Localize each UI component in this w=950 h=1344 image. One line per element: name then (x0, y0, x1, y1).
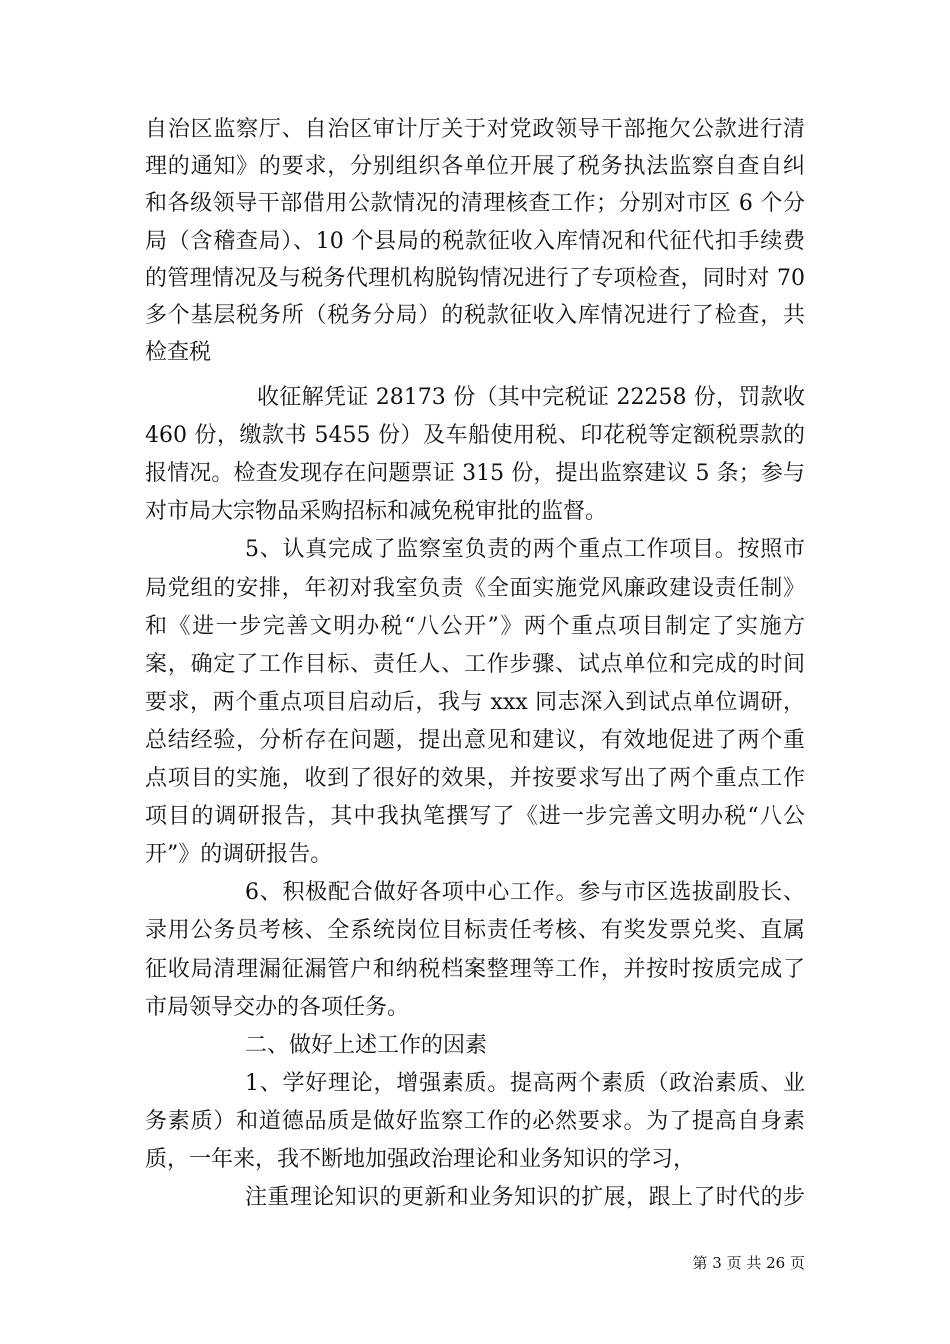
text-line: 报情况。检查发现存在问题票证 315 份，提出监察建议 5 条；参与 (145, 461, 805, 487)
text-line: 多个基层税务所（税务分局）的税款征收入库情况进行了检查，共 (145, 303, 805, 328)
text-line: 对市局大宗物品采购招标和减免税审批的监督。 (145, 499, 608, 525)
text-line: 录用公务员考核、全系统岗位目标责任考核、有奖发票兑奖、直属 (145, 918, 805, 944)
text-line: 1、学好理论，增强素质。提高两个素质（政治素质、业 (245, 1070, 805, 1096)
text-line: 5、认真完成了监察室负责的两个重点工作项目。按照市 (245, 537, 805, 563)
text-line: 和各级领导干部借用公款情况的清理核查工作；分别对市区 6 个分 (145, 191, 805, 217)
text-line: 市局领导交办的各项任务。 (145, 994, 410, 1020)
text-line: 总结经验，分析存在问题，提出意见和建议，有效地促进了两个重 (145, 727, 805, 753)
text-line: 的管理情况及与税务代理机构脱钩情况进行了专项检查，同时对 70 (145, 265, 805, 291)
text-line: 务素质）和道德品质是做好监察工作的必然要求。为了提高自身素 (145, 1108, 805, 1134)
text-line: 和《进一步完善文明办税“八公开”》两个重点项目制定了实施方 (145, 613, 805, 639)
text-line: 二、做好上述工作的因素 (245, 1032, 488, 1058)
text-line: 理的通知》的要求，分别组织各单位开展了税务执法监察自查自纠 (145, 154, 805, 180)
text-line: 项目的调研报告，其中我执笔撰写了《进一步完善文明办税“八公 (145, 804, 805, 830)
text-line: 注重理论知识的更新和业务知识的扩展，跟上了时代的步 (245, 1185, 805, 1211)
text-line: 检查税 (145, 340, 212, 366)
text-line: 460 份，缴款书 5455 份）及车船使用税、印花税等定额税票款的 (145, 423, 805, 449)
text-line: 点项目的实施，收到了很好的效果，并按要求写出了两个重点工作 (145, 766, 805, 791)
text-line: 6、积极配合做好各项中心工作。参与市区选拔副股长、 (245, 880, 805, 906)
text-line: 要求，两个重点项目启动后，我与 xxx 同志深入到试点单位调研， (145, 689, 805, 715)
text-line: 质，一年来，我不断地加强政治理论和业务知识的学习， (145, 1147, 696, 1172)
text-line: 局（含稽查局）、10 个县局的税款征收入库情况和代征代扣手续费 (145, 228, 805, 254)
text-line: 征收局清理漏征漏管户和纳税档案整理等工作，并按时按质完成了 (145, 956, 805, 982)
page-number-footer: 第 3 页 共 26 页 (692, 1254, 805, 1272)
text-line: 开”》的调研报告。 (145, 842, 333, 868)
text-line: 收征解凭证 28173 份（其中完税证 22258 份，罚款收 (257, 385, 805, 410)
text-line: 局党组的安排，年初对我室负责《全面实施党风廉政建设责任制》 (145, 575, 805, 601)
text-line: 案，确定了工作目标、责任人、工作步骤、试点单位和完成的时间 (145, 651, 805, 677)
text-line: 自治区监察厅、自治区审计厅关于对党政领导干部拖欠公款进行清 (145, 117, 805, 142)
